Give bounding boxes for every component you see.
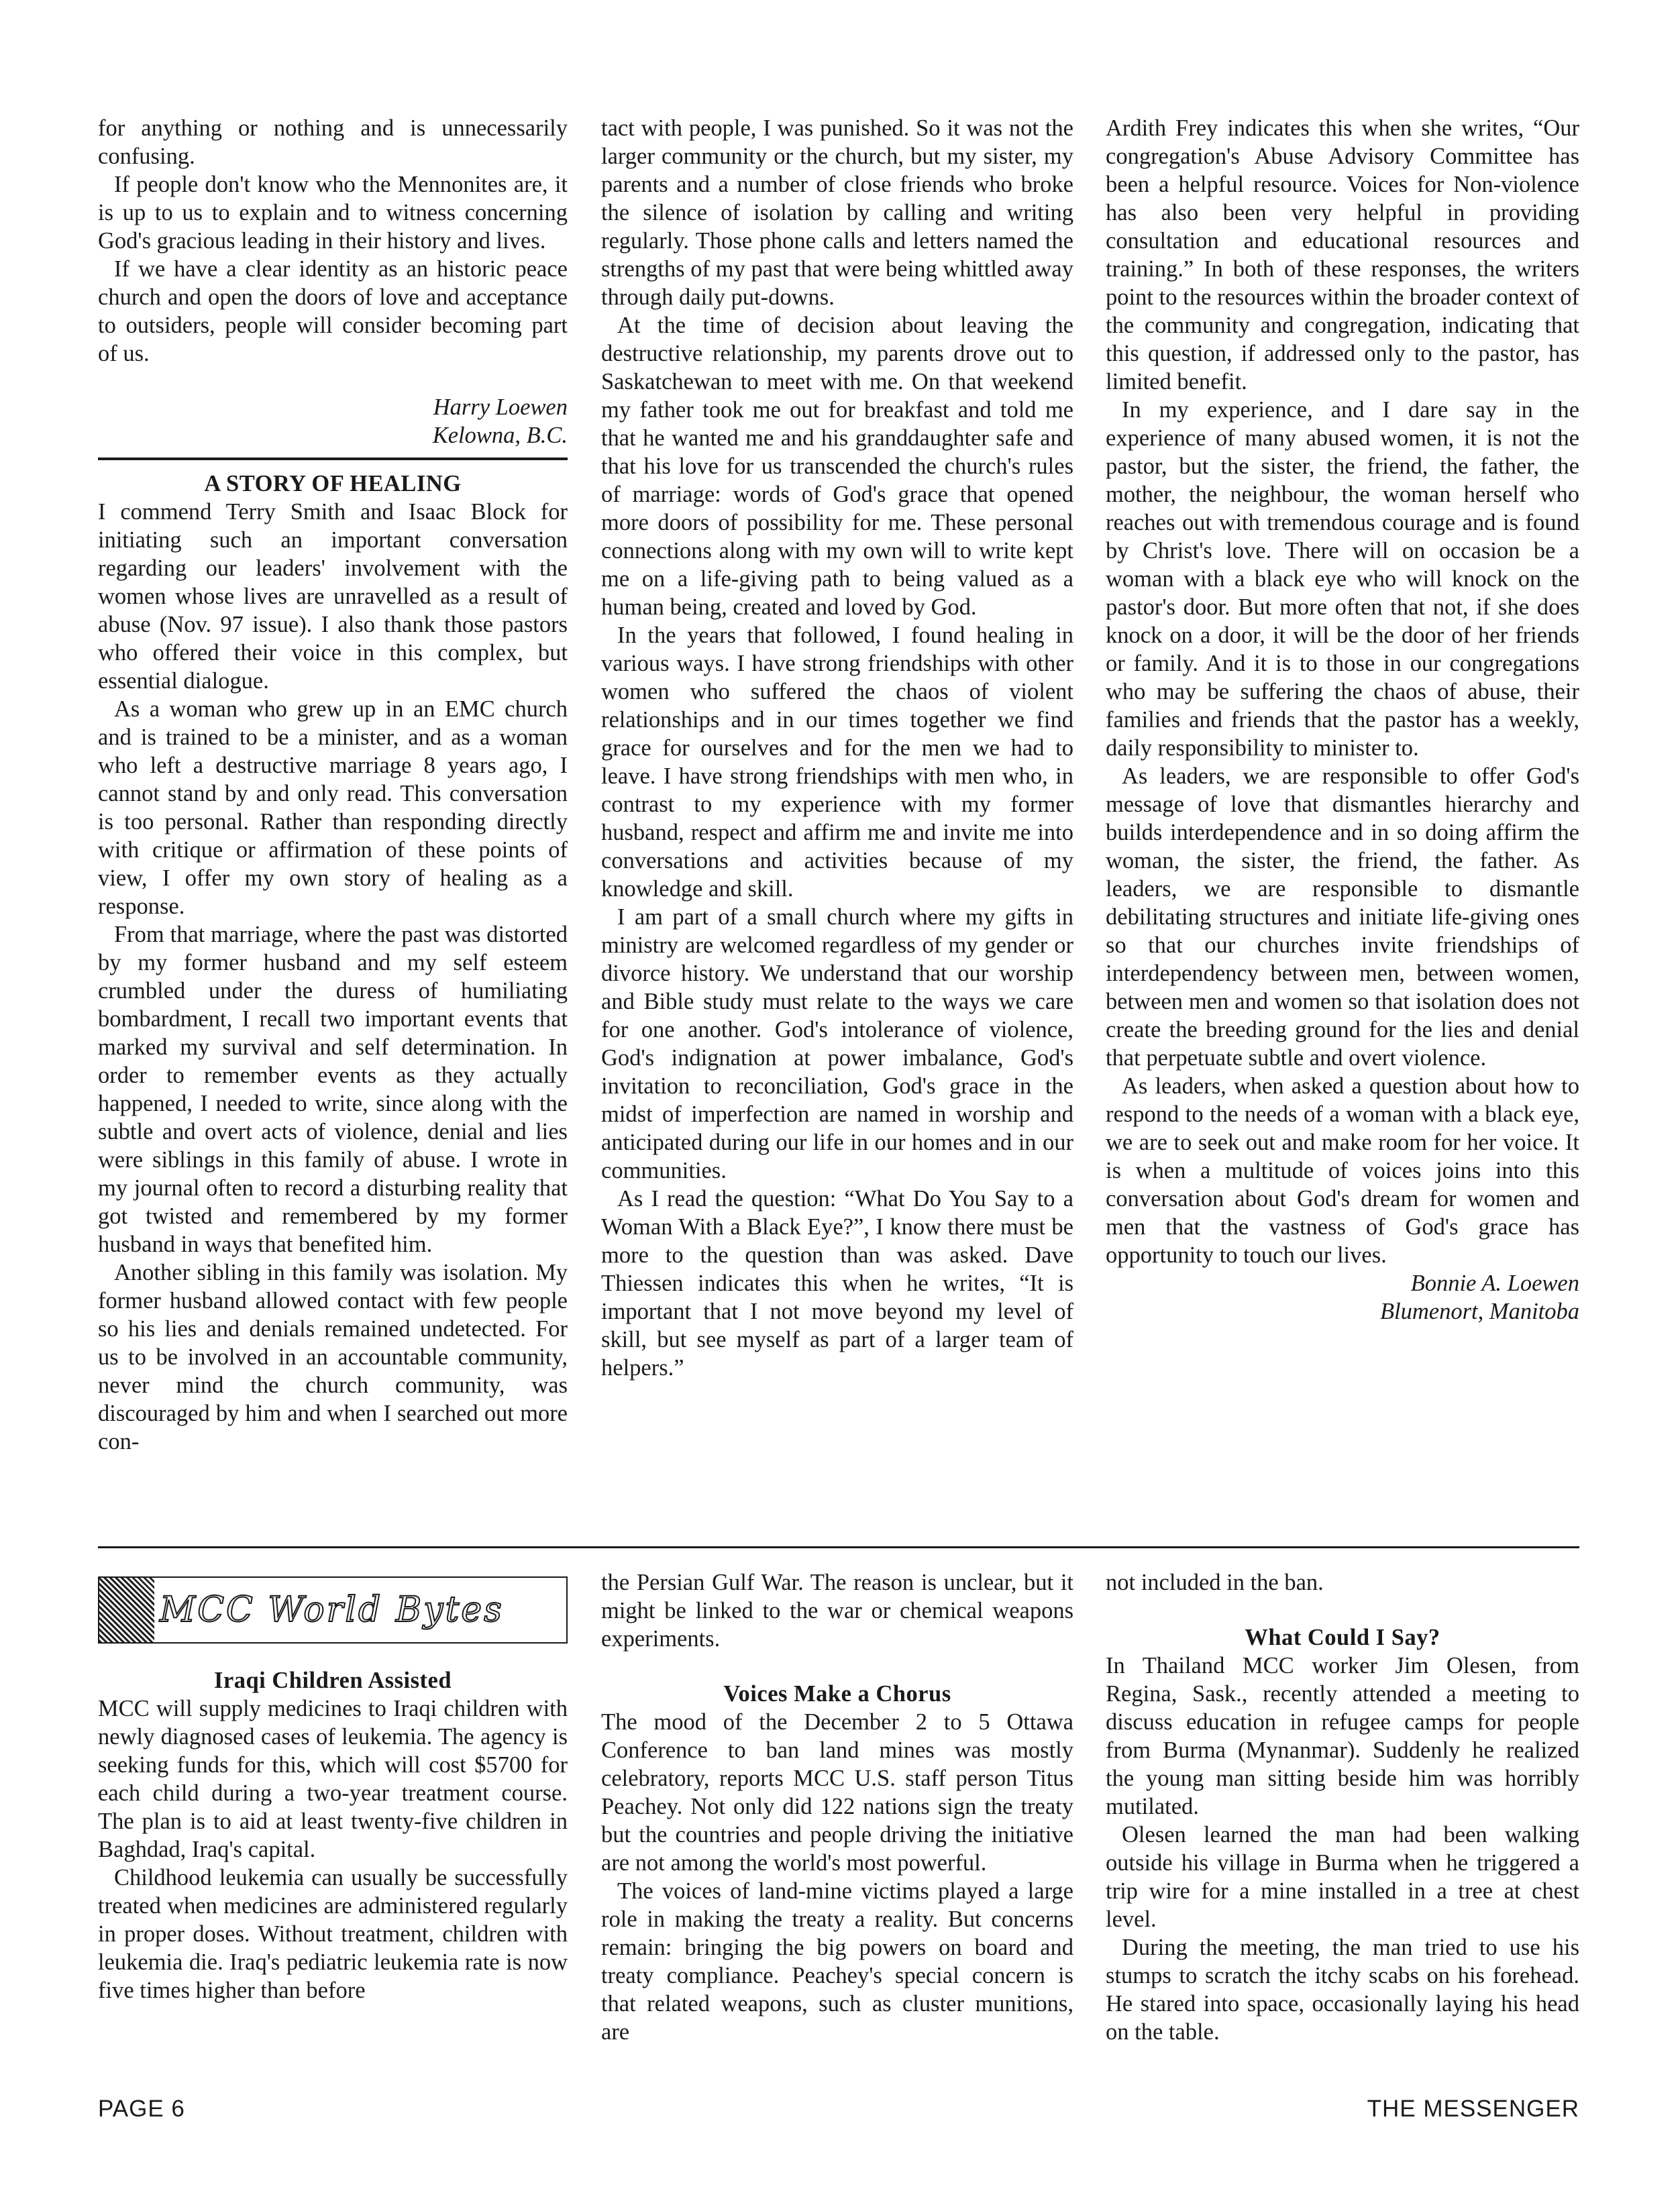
news-headline: What Could I Say? xyxy=(1245,1625,1440,1650)
paragraph: As leaders, when asked a question about how to respond to the needs of a woman with a black eye, we are to seek out and make room for her voice. It is when a multitude of voices joins into this conversation about God's dream for women and men that the vastness of God's grace has opportunity to touch our lives. xyxy=(1106,1073,1579,1268)
paragraph: Olesen learned the man had been walking outside his village in Burma when he triggered a trip wire for a mine installed in a tree at chest level. xyxy=(1106,1822,1579,1932)
paragraph: In my experience, and I dare say in the experience of many abused women, it is not the pastor, but the sister, the friend, the father, the mother, the neighbour, the woman herself who reaches out with tremendous courage and is found by Christ's love. There will on occasion be a woman with a black eye who will knock on the pastor's door. But more often that not, if she does knock on a door, it will be the door of her friends or family. And it is to those in our congregations who may be suffering the chaos of abuse, their families and friends that the pastor has a weekly, daily responsibility to minister to. xyxy=(1106,397,1579,761)
paragraph: In Thailand MCC worker Jim Olesen, from Regina, Sask., recently attended a meeting to discuss education in refugee camps for people from Burma (Mynanmar). Suddenly he realized the young man sitting beside him was horribly mutilated. xyxy=(1106,1653,1579,1819)
paragraph: If we have a clear identity as an historic peace church and open the doors of love and acceptance to outsiders, people will consider becoming part of us. xyxy=(98,256,568,366)
world-bytes-banner xyxy=(98,1576,568,1644)
paragraph: Childhood leukemia can usually be successfully treated when medicines are administered regularly in proper doses. Without treatment, children with leukemia die. Iraq's pediatric leukemia rate is now five times higher than before xyxy=(98,1865,568,2003)
paragraph: From that marriage, where the past was distorted by my former husband and my self esteem crumbled under the duress of humiliating bombardment, I recall two important events that marked my survival and self determination. In order to remember events as they actually happened, I needed to write, since along with the subtle and overt acts of violence, denial and lies were siblings in this family of abuse. I wrote in my journal often to record a disturbing reality that got twisted and remembered by my former husband in ways that benefited him. xyxy=(98,922,568,1257)
paragraph: In the years that followed, I found healing in various ways. I have strong friendships with other women who suffered the chaos of violent relationships and in our times together we find grace for ourselves and for the men we had to leave. I have strong friendships with men who, in contrast to my experience with my former husband, respect and affirm me and invite me into conversations and activities because of my knowledge and skill. xyxy=(601,623,1073,902)
letter-signature xyxy=(1106,1269,1579,1326)
paragraph: Ardith Frey indicates this when she writes, “Our congregation's Abuse Advisory Committee has been a helpful resource. Voices for Non-violence has also been very helpful in providing consultation and educational resources and training.” In both of these responses, the writers point to the resources within the broader context of the community and congregation, indicating that this question, if addressed only to the pastor, has limited benefit. xyxy=(1106,115,1579,394)
page-number: PAGE 6 xyxy=(98,2096,185,2122)
letter-signature xyxy=(98,393,568,449)
section-divider xyxy=(98,458,568,460)
news-headline: Voices Make a Chorus xyxy=(723,1681,951,1707)
paragraph: I am part of a small church where my gifts in ministry are welcomed regardless of my gender or divorce history. We understand that our worship and Bible study must relate to the ways we care for one another. God's intolerance of violence, God's indignation at power imbalance, God's invitation to reconciliation, God's grace in the midst of imperfection are named in worship and anticipated during our life in our homes and in our communities. xyxy=(601,904,1073,1183)
signature-name: Harry Loewen xyxy=(433,394,568,420)
letters-column-2 xyxy=(601,114,1073,1382)
paragraph: the Persian Gulf War. The reason is unclear, but it might be linked to the war or chemical weapons experiments. xyxy=(601,1570,1073,1652)
paragraph: I commend Terry Smith and Isaac Block for initiating such an important conversation regarding our leaders' involvement with the women whose lives are unravelled as a result of abuse (Nov. 97 issue). I also thank those pastors who offered their voice in this complex, but essential dialogue. xyxy=(98,499,568,694)
paragraph: As leaders, we are responsible to offer God's message of love that dismantles hierarchy and builds interdependence and in so doing affirm the woman, the sister, the friend, the father. As leaders, we are responsible to dismantle debilitating structures and initiate life-giving ones so that our churches invite friendships of interdependency between men, between women, between men and women so that isolation does not create the breeding ground for the lies and denial that perpetuate subtle and overt violence. xyxy=(1106,763,1579,1071)
paragraph: During the meeting, the man tried to use his stumps to scratch the itchy scabs on his forehead. He stared into space, occasionally laying his head on the table. xyxy=(1106,1935,1579,2045)
paragraph: for anything or nothing and is unnecessarily confusing. xyxy=(98,115,568,169)
paragraph: The mood of the December 2 to 5 Ottawa Conference to ban land mines was mostly celebratory, reports MCC U.S. staff person Titus Peachey. Not only did 122 nations sign the treaty but the countries and people driving the initiative are not among the world's most powerful. xyxy=(601,1709,1073,1876)
paragraph: If people don't know who the Mennonites are, it is up to us to explain and to witness concerning God's gracious leading in their history and lives. xyxy=(98,172,568,254)
signature-name: Bonnie A. Loewen xyxy=(1410,1271,1579,1296)
bytes-column-2 xyxy=(601,1568,1073,2046)
paragraph: MCC will supply medicines to Iraqi children with newly diagnosed cases of leukemia. The agency is seeking funds for this, which will cost $5700 for each child during a two-year treatment course. The plan is to aid at least twenty-five children in Baghdad, Iraq's capital. xyxy=(98,1696,568,1862)
paragraph: The voices of land-mine victims played a large role in making the treaty a reality. But concerns remain: bringing the big powers on board and treaty compliance. Peachey's special concern is that related weapons, such as cluster munitions, are xyxy=(601,1878,1073,2045)
letter-title: A STORY OF HEALING xyxy=(204,471,462,496)
paragraph: Another sibling in this family was isolation. My former husband allowed contact with few people so his lies and denials remained undetected. For us to be involved in an accountable community, never mind the church community, was discouraged by him and when I searched out more con- xyxy=(98,1260,568,1454)
news-headline: Iraqi Children Assisted xyxy=(213,1668,452,1693)
signature-place: Kelowna, B.C. xyxy=(432,423,568,448)
section-divider xyxy=(98,1546,1579,1548)
paragraph: As a woman who grew up in an EMC church and is trained to be a minister, and as a woman who left a destructive marriage 8 years ago, I cannot stand by and only read. This conversation is too personal. Rather than responding directly with critique or affirmation of these points of view, I offer my own story of healing as a response. xyxy=(98,696,568,919)
bytes-column-3 xyxy=(1106,1568,1579,2046)
paragraph: tact with people, I was punished. So it was not the larger community or the church, but my sister, my parents and a number of close friends who broke the silence of isolation by calling and writing regularly. Those phone calls and letters named the strengths of my past that were being whittled away through daily put-downs. xyxy=(601,115,1073,310)
paragraph: At the time of decision about leaving the destructive relationship, my parents drove out to Saskatchewan to meet with me. On that weekend my father took me out for breakfast and told me that he wanted me and his granddaughter safe and that his love for us transcended the church's rules of marriage: words of God's grace that opened more doors of possibility for me. These personal connections along with my own will to write kept me on a life-giving path to being valued as a human being, created and loved by God. xyxy=(601,313,1073,620)
signature-place: Blumenort, Manitoba xyxy=(1379,1299,1579,1324)
paragraph: not included in the ban. xyxy=(1106,1570,1324,1595)
banner-title: MCC World Bytes xyxy=(160,1590,504,1630)
publication-name: THE MESSENGER xyxy=(1367,2096,1579,2122)
bytes-column-1 xyxy=(98,1568,568,2004)
letters-column-3 xyxy=(1106,114,1579,1326)
paragraph: As I read the question: “What Do You Say to a Woman With a Black Eye?”, I know there must be more to the question than was asked. Dave Thiessen indicates this when he writes, “It is important that I not move beyond my level of skill, but see myself as part of a larger team of helpers.” xyxy=(601,1186,1073,1381)
letters-column-1 xyxy=(98,114,568,1456)
globe-icon xyxy=(99,1578,154,1642)
